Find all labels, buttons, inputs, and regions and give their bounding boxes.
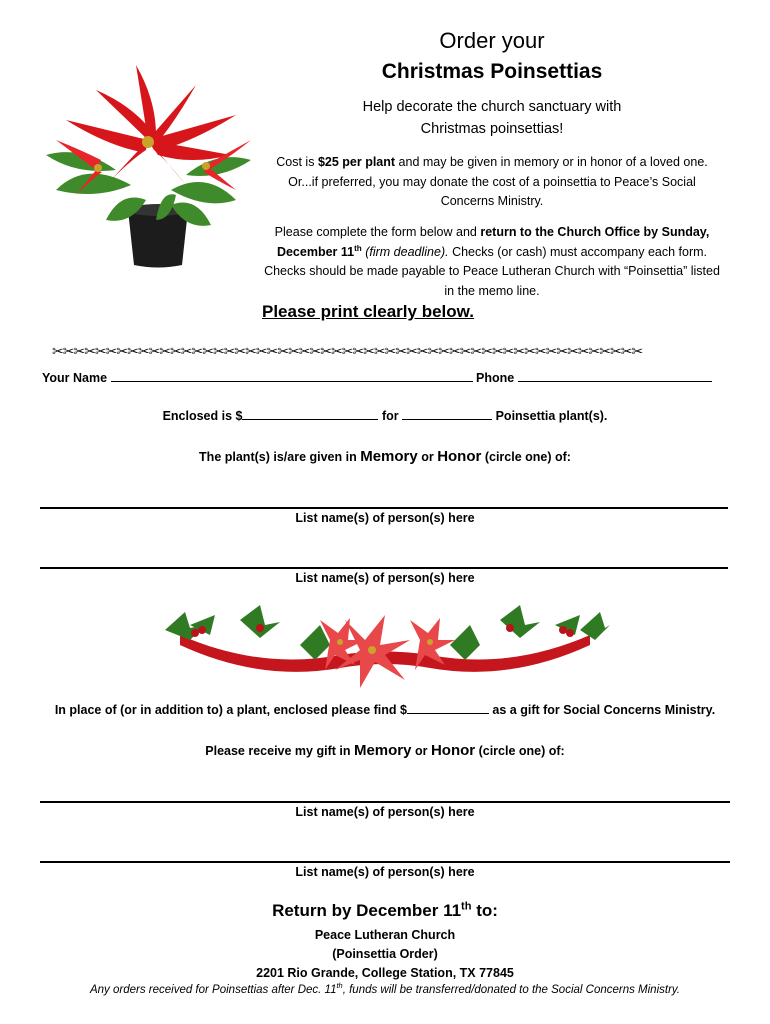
cost-pre: Cost is — [276, 155, 318, 169]
gift-pre: In place of (or in addition to) a plant, enclosed please find $ — [54, 703, 407, 717]
title-line-1: Order your — [439, 28, 545, 53]
name-label: Your Name — [42, 371, 108, 385]
return-heading-pre: Return by December 11 — [272, 901, 462, 920]
plant-count-field[interactable] — [402, 409, 492, 420]
phone-field[interactable] — [518, 371, 712, 382]
names-caption-3: List name(s) of person(s) here — [295, 805, 475, 819]
footer-note — [0, 981, 770, 996]
address-line-1: Peace Lutheran Church — [314, 928, 456, 942]
gift-or-label: or — [411, 744, 431, 758]
gift-post: as a gift for Social Concerns Ministry. — [488, 703, 716, 717]
cost-post: and may be given in memory or in honor of a loved one. Or...if preferred, you may donate the cost of a poinsettia to Peace’s Social Concerns Ministry. — [288, 155, 708, 208]
poinsettia-plant-image — [36, 60, 261, 270]
instructions-deadline: return to the Church Office by Sunday, December 11 — [276, 225, 710, 259]
holly-garland-image — [160, 600, 610, 690]
gift-memory-option[interactable]: Memory — [353, 742, 412, 759]
instructions-paragraph — [262, 223, 722, 301]
enclosed-row — [0, 409, 770, 423]
return-heading — [0, 901, 770, 921]
name-field[interactable] — [111, 371, 473, 382]
gift-memory-honor-row — [0, 742, 770, 759]
footer-pre: Any orders received for Poinsettias after Dec. 11 — [89, 984, 337, 996]
address-line-3: 2201 Rio Grande, College Station, TX 77845 — [256, 966, 514, 980]
address-line-2: (Poinsettia Order) — [332, 947, 438, 961]
gift-row — [0, 703, 770, 717]
names-field-2[interactable] — [40, 567, 728, 569]
intro-text — [262, 96, 722, 140]
names-field-3[interactable] — [40, 801, 730, 803]
circle-one-label: (circle one) of: — [481, 450, 571, 464]
footer-post: , funds will be transferred/donated to the Social Concerns Ministry. — [342, 984, 681, 996]
memory-honor-row — [0, 448, 770, 465]
enclosed-label: Enclosed is $ — [162, 409, 243, 423]
return-heading-post: to: — [471, 901, 498, 920]
names-field-4[interactable] — [40, 861, 730, 863]
title-line-2: Christmas Poinsettias — [381, 60, 603, 83]
intro-line-2: Christmas poinsettias! — [420, 121, 564, 137]
amount-field[interactable] — [242, 409, 378, 420]
or-label: or — [417, 450, 438, 464]
for-label: for — [381, 409, 399, 423]
cut-line: ✂✂✂✂✂✂✂✂✂✂✂✂✂✂✂✂✂✂✂✂✂✂✂✂✂✂✂✂✂✂✂✂✂✂✂✂✂✂✂✂✂✂✂✂✂✂✂✂✂✂✂✂✂✂✂ — [52, 343, 643, 359]
phone-label: Phone — [476, 371, 515, 385]
gift-receive-label: Please receive my gift in — [205, 744, 354, 758]
instructions-sup: th — [354, 243, 362, 253]
plants-label: Poinsettia plant(s). — [495, 409, 608, 423]
print-clearly-heading: Please print clearly below. — [262, 302, 474, 321]
footer-sup: th — [336, 981, 343, 991]
instructions-firm: (firm deadline). — [361, 244, 449, 259]
cost-paragraph — [262, 153, 722, 212]
cost-price: $25 per plant — [317, 155, 396, 169]
return-heading-sup: th — [461, 900, 472, 913]
names-caption-2: List name(s) of person(s) here — [295, 571, 475, 585]
honor-option[interactable]: Honor — [437, 448, 482, 465]
memory-option[interactable]: Memory — [360, 448, 418, 465]
gift-amount-field[interactable] — [407, 703, 489, 714]
names-caption-4: List name(s) of person(s) here — [295, 865, 475, 879]
gift-honor-option[interactable]: Honor — [430, 742, 476, 759]
intro-line-1: Help decorate the church sanctuary with — [362, 99, 622, 115]
instructions-pre: Please complete the form below and — [274, 225, 481, 239]
names-caption-1: List name(s) of person(s) here — [295, 511, 475, 525]
given-in-label: The plant(s) is/are given in — [199, 450, 361, 464]
gift-circle-one-label: (circle one) of: — [475, 744, 565, 758]
name-phone-row — [42, 371, 712, 385]
instructions-post: Checks (or cash) must accompany each form. Checks should be made payable to Peace Lutheran Church with “Poinsettia” listed in the memo line. — [264, 244, 720, 298]
names-field-1[interactable] — [40, 507, 728, 509]
